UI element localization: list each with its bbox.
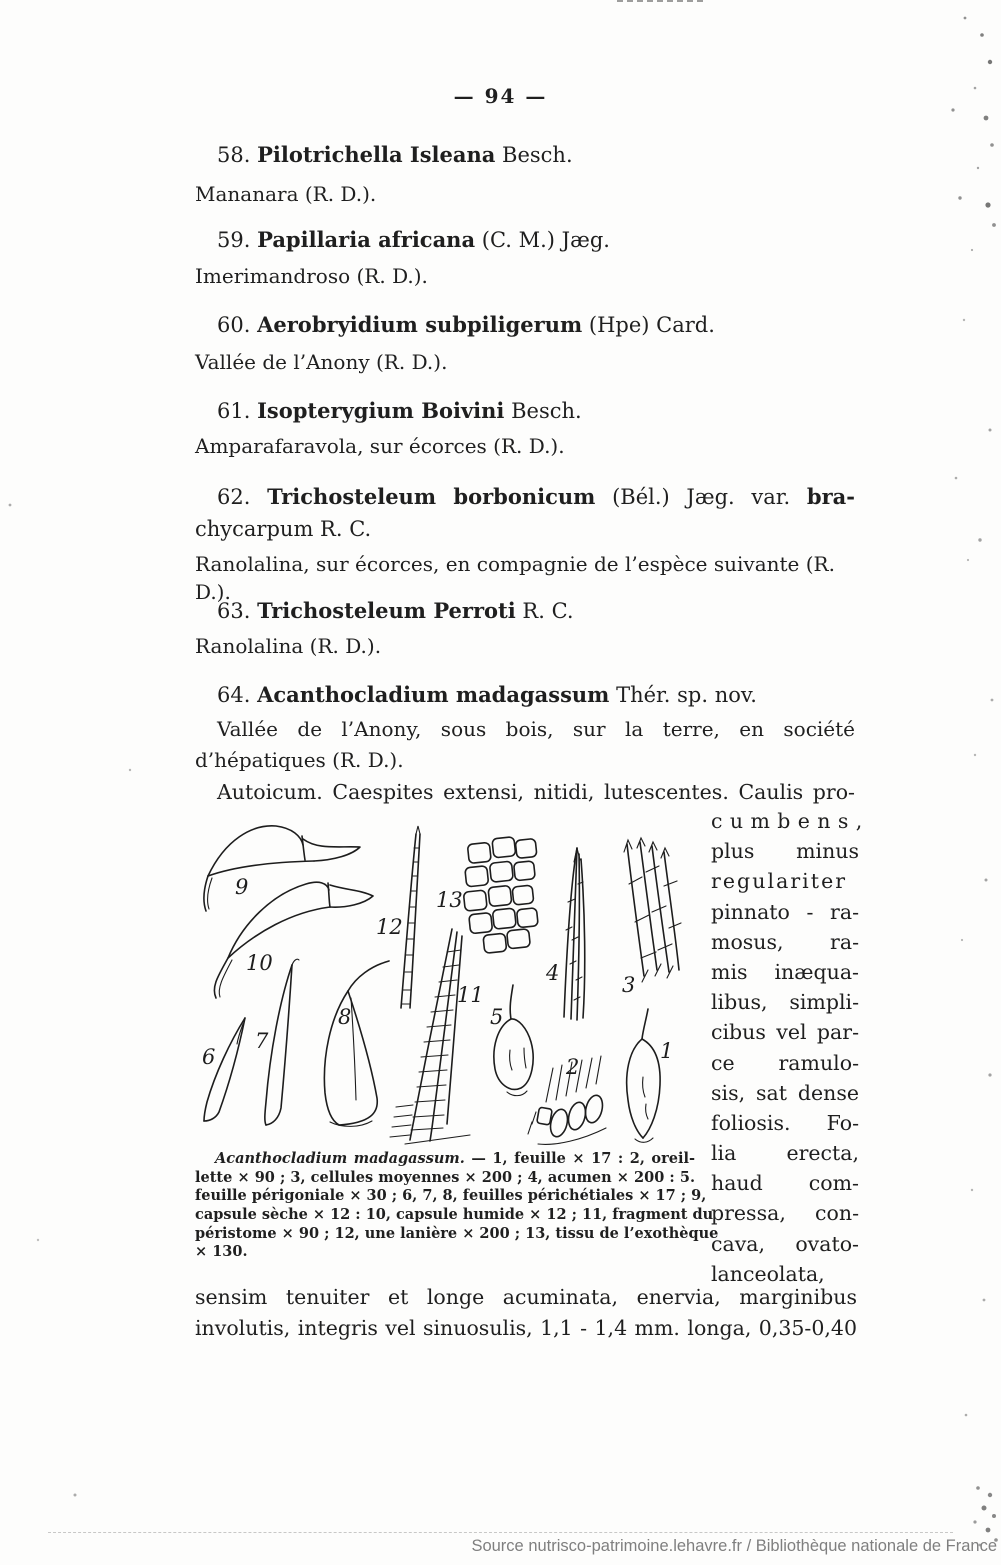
description-column-line: cumbens, bbox=[711, 809, 870, 833]
figure-part-capsule-9 bbox=[204, 826, 360, 911]
species-author: (C. M.) Jæg. bbox=[481, 228, 610, 252]
figure-caption-species: Acanthocladium madagassum. bbox=[215, 1150, 465, 1167]
botanical-figure-svg bbox=[180, 812, 692, 1150]
source-attribution: Source nutrisco-patrimoine.lehavre.fr / Bibliothèque nationale de France bbox=[471, 1537, 997, 1555]
figure-part-acumen-4 bbox=[564, 848, 585, 1020]
species-heading-62-line2 bbox=[195, 514, 855, 544]
species-heading-60 bbox=[195, 310, 855, 340]
description-column bbox=[711, 806, 870, 1289]
species-name: Aerobryidium subpiligerum bbox=[257, 312, 583, 337]
figure-caption-line: feuille périgoniale × 30 ; 6, 7, 8, feuilles périchétiales × 17 ; 9, bbox=[195, 1187, 707, 1205]
entry-number: 63. bbox=[217, 599, 251, 623]
species-author: R. C. bbox=[320, 517, 372, 541]
figure-part-laniere-12 bbox=[401, 826, 420, 1008]
species-name: Trichosteleum Perroti bbox=[257, 598, 516, 623]
species-heading-64 bbox=[195, 680, 855, 710]
figure-caption-line: capsule sèche × 12 : 10, capsule humide × 12 ; 11, fragment du bbox=[195, 1206, 714, 1224]
species-heading-58 bbox=[195, 140, 855, 170]
species-author: (Bél.) Jæg. var. bbox=[612, 485, 791, 509]
description-column-line: lanceolata, bbox=[711, 1261, 825, 1286]
figure-caption-line bbox=[195, 1150, 695, 1169]
species-name: Acanthocladium madagassum bbox=[257, 682, 610, 707]
description-column-line: sis, sat dense bbox=[711, 1080, 859, 1105]
figure-label-8: 8 bbox=[338, 1005, 352, 1029]
description-column-line: pinnato - ra- bbox=[711, 899, 859, 924]
figure-part-exotheque-13 bbox=[458, 835, 546, 955]
species-name: Pilotrichella Isleana bbox=[257, 142, 496, 167]
entry-number: 59. bbox=[217, 228, 251, 252]
entry-number: 64. bbox=[217, 683, 251, 707]
species-heading-59 bbox=[195, 225, 855, 255]
figure-part-feuille-7 bbox=[265, 959, 299, 1125]
locality-text: Ranolalina (R. D.). bbox=[195, 634, 382, 658]
species-name: Isopterygium Boivini bbox=[257, 398, 505, 423]
description-column-line: regulariter bbox=[711, 869, 848, 894]
description-column-line: cava, ovato- bbox=[711, 1231, 859, 1256]
figure-part-perigoniale-5 bbox=[494, 985, 533, 1096]
description-closing bbox=[195, 1282, 857, 1343]
figure-label-7: 7 bbox=[255, 1029, 269, 1053]
species-author: Besch. bbox=[511, 399, 582, 423]
figure-label-3: 3 bbox=[622, 973, 636, 997]
figure-label-9: 9 bbox=[235, 875, 249, 899]
description-column-line: ce ramulo- bbox=[711, 1050, 859, 1075]
entry-number: 60. bbox=[217, 313, 251, 337]
figure-label-12: 12 bbox=[376, 915, 403, 939]
locality-text: Imerimandroso (R. D.). bbox=[195, 264, 428, 288]
description-column-line: cibus vel par- bbox=[711, 1020, 859, 1045]
figure-part-capsule-10 bbox=[214, 882, 373, 998]
scan-noise-right-edge bbox=[920, 0, 1001, 1565]
figure-label-10: 10 bbox=[246, 951, 273, 975]
species-author: Besch. bbox=[502, 143, 573, 167]
figure-caption-text: — 1, feuille × 17 : 2, oreil- bbox=[471, 1150, 695, 1167]
figure-label-6: 6 bbox=[202, 1045, 216, 1069]
description-column-line: foliosis. Fo- bbox=[711, 1110, 859, 1135]
species-heading-63 bbox=[195, 596, 855, 626]
entry-number: 61. bbox=[217, 399, 251, 423]
description-column-line: lia erecta, bbox=[711, 1141, 859, 1166]
species-name: Papillaria africana bbox=[257, 227, 476, 252]
figure-part-feuille-8 bbox=[324, 961, 389, 1126]
page-number: — 94 — bbox=[453, 84, 548, 108]
species-name: Trichosteleum borbonicum bbox=[267, 484, 596, 509]
entry-number: 62. bbox=[217, 485, 251, 509]
locality-text: Ranolalina, sur écorces, en compagnie de l’espèce suivante (R. D.). bbox=[195, 552, 835, 604]
scan-noise-left-edge bbox=[0, 0, 200, 1565]
figure-label-4: 4 bbox=[546, 961, 560, 985]
figure-label-13: 13 bbox=[436, 888, 463, 912]
variety-name-part: bra- bbox=[806, 484, 855, 509]
locality-text: Vallée de l’Anony (R. D.). bbox=[195, 350, 448, 374]
description-column-line: haud com- bbox=[711, 1171, 859, 1196]
figure-caption-line: × 130. bbox=[195, 1243, 248, 1261]
description-column-line: mosus, ra- bbox=[711, 929, 859, 954]
description-closing-line: involutis, integris vel sinuosulis, 1,1 - 1,4 mm. longa, 0,35-0,40 bbox=[195, 1315, 857, 1340]
figure-label-11: 11 bbox=[457, 983, 484, 1007]
figure-label-2: 2 bbox=[566, 1055, 580, 1079]
figure-part-cellules-3 bbox=[624, 838, 681, 982]
locality-text: Amparafaravola, sur écorces (R. D.). bbox=[195, 434, 565, 458]
description-column-line: pressa, con- bbox=[711, 1201, 859, 1226]
figure-label-1: 1 bbox=[660, 1039, 674, 1063]
species-heading-61 bbox=[195, 396, 855, 426]
figure-caption-line: lette × 90 ; 3, cellules moyennes × 200 ; 4, acumen × 200 : 5. bbox=[195, 1168, 695, 1186]
figure-label-5: 5 bbox=[490, 1005, 504, 1029]
figure-caption-line: péristome × 90 ; 12, une lanière × 200 ; 13, tissu de l’exothèque bbox=[195, 1224, 719, 1242]
description-intro-line: Autoicum. Caespites extensi, nitidi, lutescentes. Caulis pro- bbox=[217, 780, 855, 804]
entry-number: 58. bbox=[217, 143, 251, 167]
species-heading-62-line1 bbox=[195, 482, 855, 512]
species-author: R. C. bbox=[522, 599, 574, 623]
locality-text: Mananara (R. D.). bbox=[195, 182, 377, 206]
locality-text: Vallée de l’Anony, sous bois, sur la terre, en société d’hépatiques (R. D.). bbox=[195, 717, 855, 772]
species-author: (Hpe) Card. bbox=[588, 313, 715, 337]
figure-caption bbox=[195, 1150, 719, 1262]
description-column-line: libus, simpli- bbox=[711, 990, 859, 1015]
figure-part-feuille-1 bbox=[627, 1009, 660, 1142]
variety-name-part: chycarpum bbox=[195, 517, 314, 541]
description-column-line: plus minus bbox=[711, 839, 859, 864]
scan-noise-top-dashes bbox=[617, 0, 703, 2]
figure-part-feuille-6 bbox=[204, 1018, 245, 1121]
description-column-line: mis inæqua- bbox=[711, 959, 859, 984]
botanical-figure bbox=[180, 812, 692, 1150]
figure-part-peristome-11 bbox=[390, 929, 470, 1144]
species-author: Thér. sp. nov. bbox=[616, 683, 757, 707]
description-closing-line: sensim tenuiter et longe acuminata, enervia, marginibus bbox=[195, 1285, 857, 1309]
